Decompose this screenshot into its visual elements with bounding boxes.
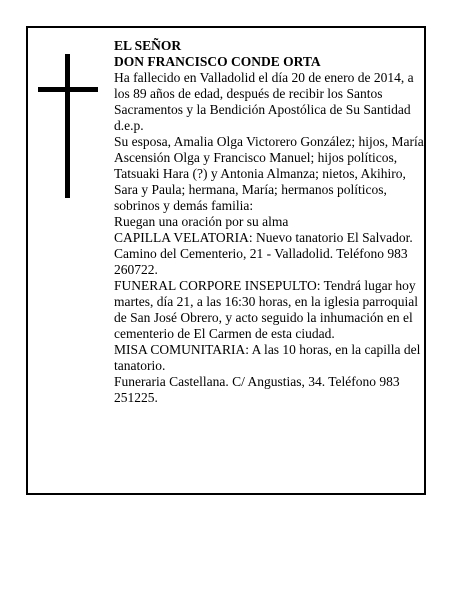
- family-list: Su esposa, Amalia Olga Victorero González; hijos, María Ascensión Olga y Francisco Manuel; hijos políticos, Tatsuaki Hara (?) y Antonia Almanza; nietos, Akihiro, Sara y Paula; hermana, María; hermanos políticos, sobrinos y demás familia:: [114, 134, 424, 213]
- obituary-card: [26, 26, 426, 495]
- title: EL SEÑOR: [114, 38, 182, 53]
- obituary-text: [114, 38, 424, 406]
- death-announcement: Ha fallecido en Valladolid el día 20 de enero de 2014, a los 89 años de edad, después de recibir los Santos Sacramentos y la Bendición Apostólica de Su Santidad: [114, 70, 414, 117]
- funeral-home-info: Funeraria Castellana. C/ Angustias, 34. Teléfono 983 251225.: [114, 374, 400, 405]
- cross-icon: [38, 54, 98, 198]
- prayer-request: Ruegan una oración por su alma: [114, 214, 289, 229]
- funeral-info: FUNERAL CORPORE INSEPULTO: Tendrá lugar hoy martes, día 21, a las 16:30 horas, en la iglesia parroquial de San José Obrero, y acto seguido la inhumación en el cementerio de El Carmen de esta ciudad.: [114, 278, 419, 341]
- deceased-name: DON FRANCISCO CONDE ORTA: [114, 54, 321, 69]
- rip-abbreviation: d.e.p.: [114, 118, 144, 133]
- mass-info: MISA COMUNITARIA: A las 10 horas, en la capilla del tanatorio.: [114, 342, 421, 373]
- chapel-info: CAPILLA VELATORIA: Nuevo tanatorio El Salvador. Camino del Cementerio, 21 - Valladolid. Teléfono 983 260722.: [114, 230, 413, 277]
